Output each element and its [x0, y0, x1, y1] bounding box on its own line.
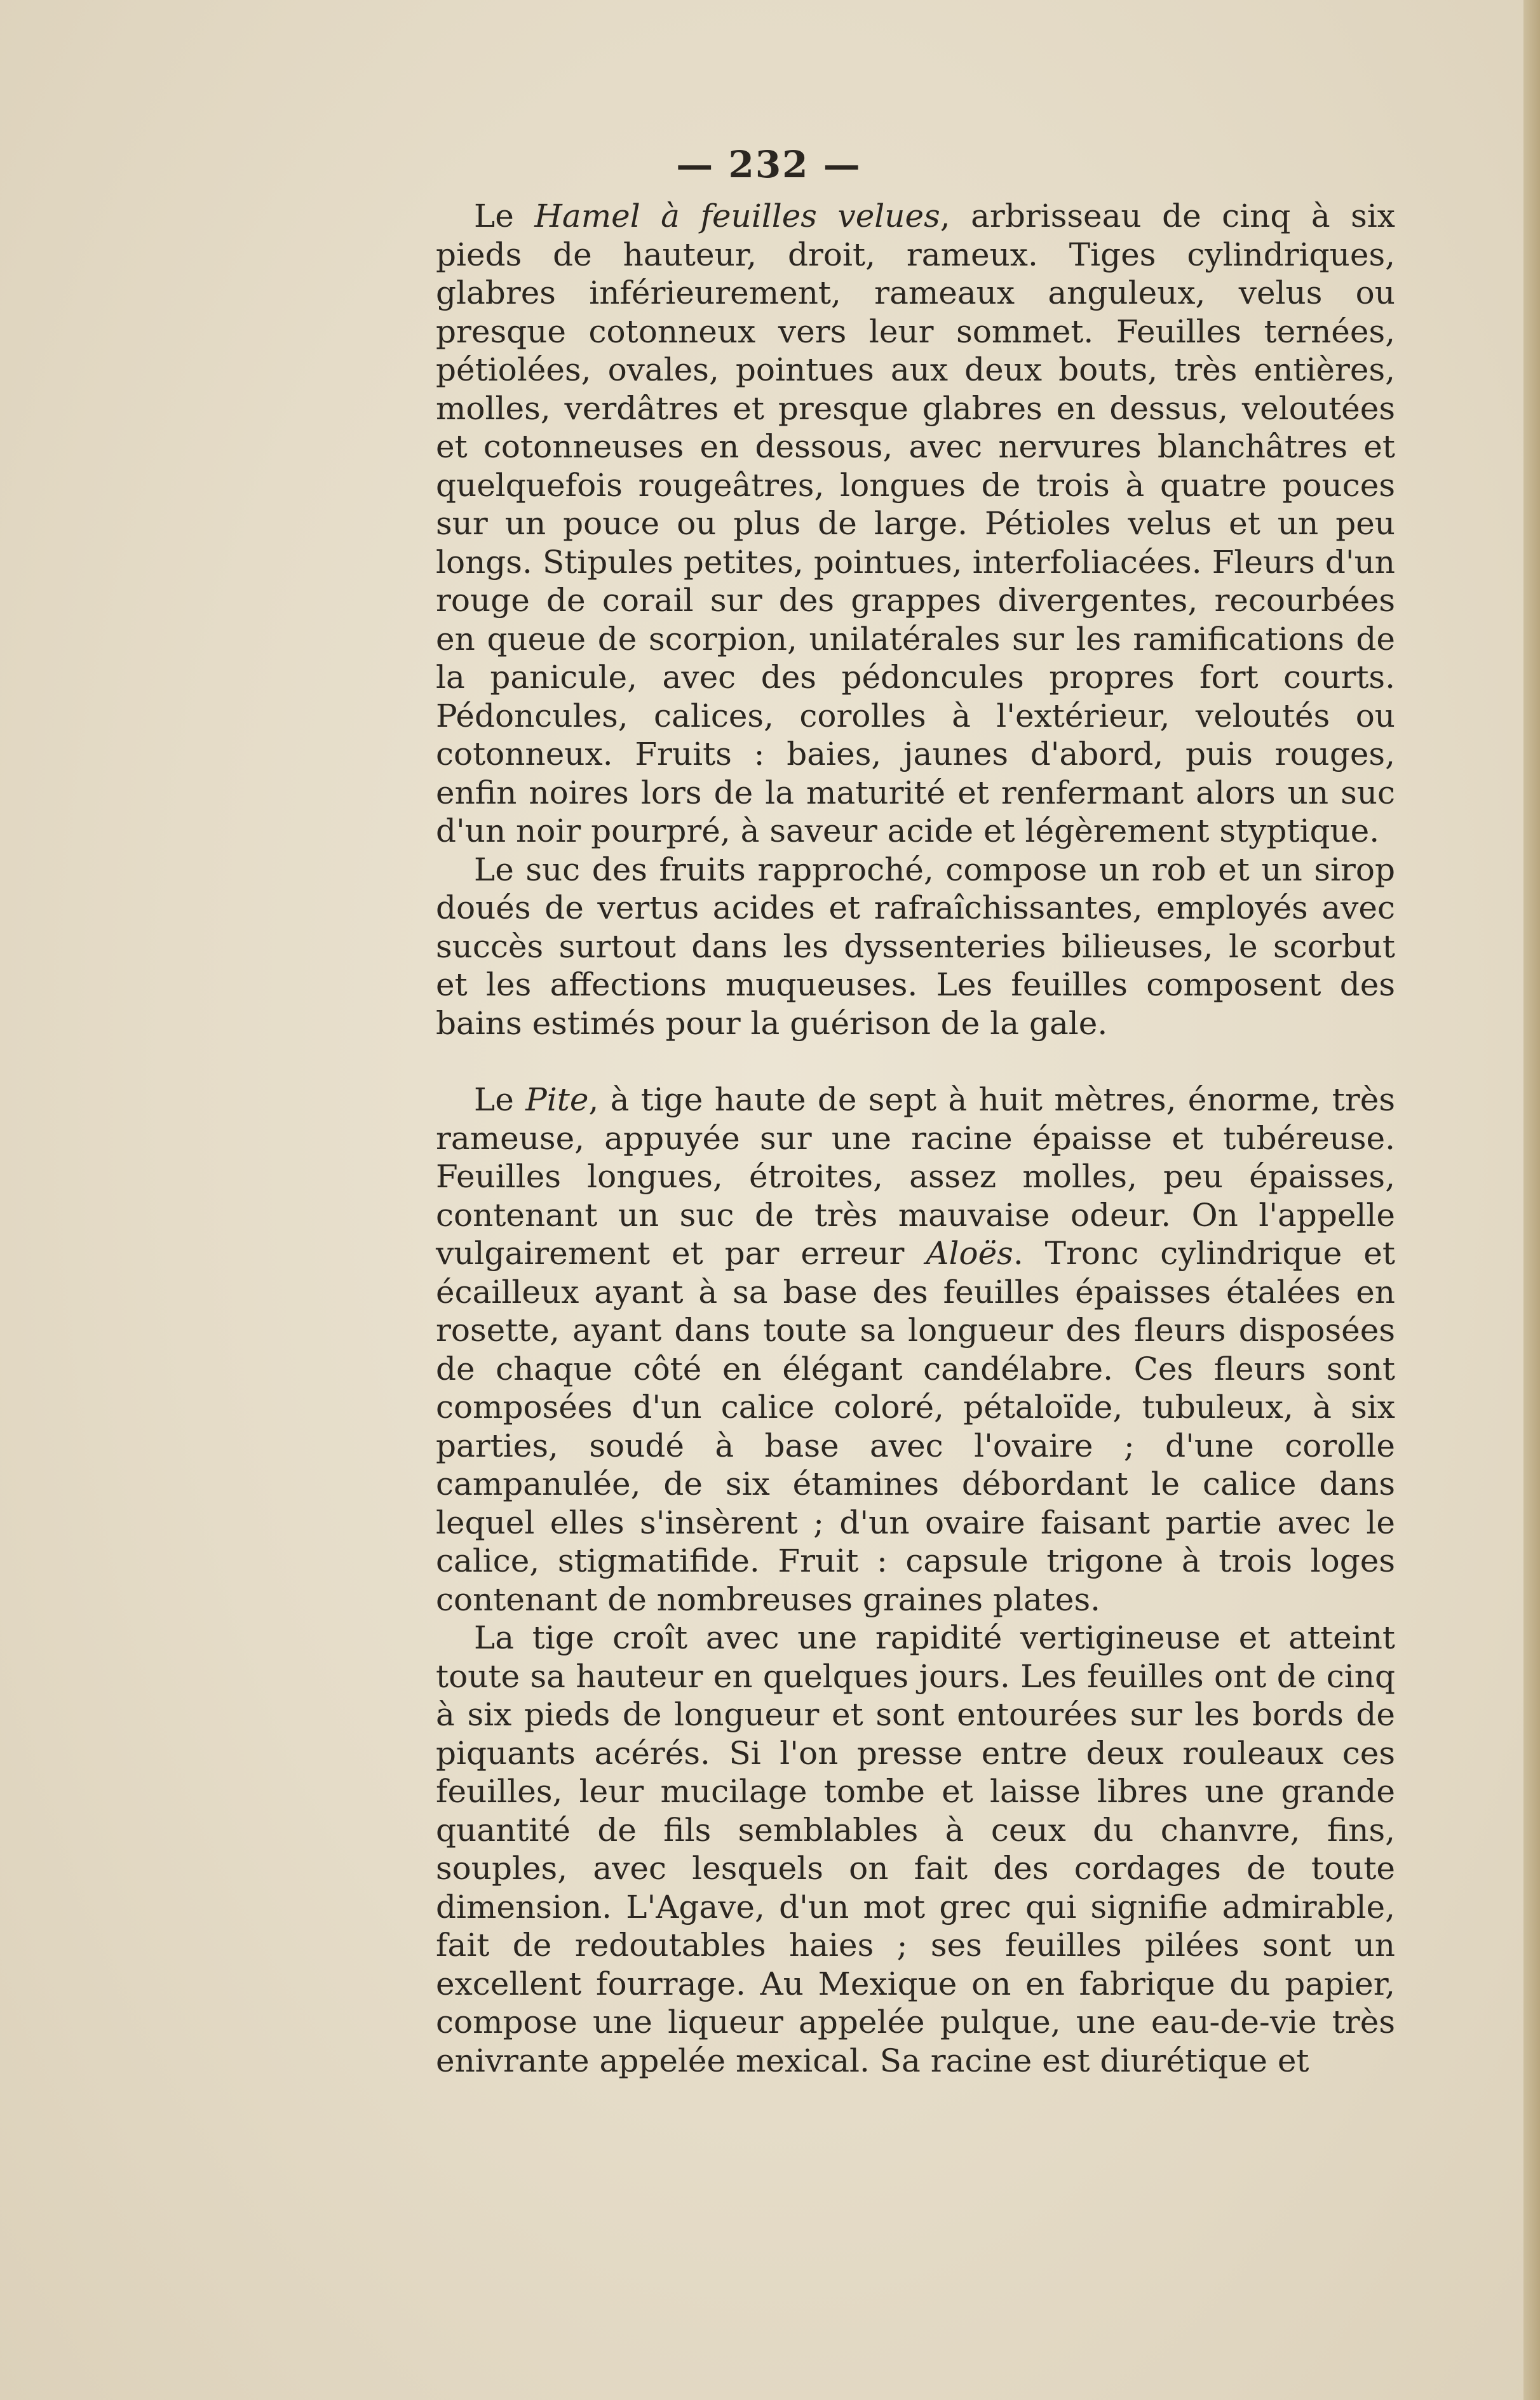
- paragraph-hamel-before: Le: [474, 198, 535, 234]
- page-edge-shadow: [1523, 0, 1540, 2400]
- plant-name-hamel: Hamel à feuilles velues: [534, 198, 940, 234]
- plant-name-aloes: Aloës: [926, 1235, 1013, 1272]
- paragraph-pite-uses: La tige croît avec une rapidité vertigineuse et atteint toute sa hauteur en quelques jours. Les feuilles ont de cinq à six pieds de longueur et sont entourées sur les bords de piquants acérés. Si l'on presse entre deux rouleaux ces feuilles, leur mucilage tombe et laisse libres une grande quantité de fils semblables à ceux du chanvre, fins, souples, avec lesquels on fait des cordages de toute dimension. L'Agave, d'un mot grec qui signifie admirable, fait de redoutables haies ; ses feuilles pilées sont un excellent fourrage. Au Mexique on en fabrique du papier, compose une liqueur appelée pulque, une eau-de-vie très enivrante appelée mexical. Sa racine est diurétique et: [436, 1619, 1395, 2079]
- paragraph-pite-before: Le: [474, 1081, 526, 1118]
- paragraph-pite-after: . Tronc cylindrique et écailleux ayant à sa base des feuilles épaisses étalées en rosette, ayant dans toute sa longueur des fleurs disposées de chaque côté en élégant candélabre. Ces fleurs sont composées d'un calice coloré, pétaloïde, tubuleux, à six parties, soudé à base avec l'ovaire ; d'une corolle campanulée, de six étamines débordant le calice dans lequel elles s'insèrent ; d'un ovaire faisant partie avec le calice, stigmatifide. Fruit : capsule trigone à trois loges contenant de nombreuses graines plates.: [436, 1235, 1395, 1618]
- paragraph-pite-middle: , à tige haute de sept à huit mètres, énorme, très rameuse, appuyée sur une racine épaisse et tubéreuse. Feuilles longues, étroites, assez molles, peu épaisses, contenant un suc de très mauvaise odeur. On l'appelle vulgairement et par erreur: [436, 1081, 1395, 1272]
- paragraph-hamel: [436, 197, 1395, 851]
- body-text: [436, 197, 1395, 2080]
- paragraph-hamel-uses: Le suc des fruits rapproché, compose un rob et un sirop doués de vertus acides et rafraîchissantes, employés avec succès surtout dans les dyssenteries bilieuses, le scorbut et les affections muqueuses. Les feuilles composent des bains estimés pour la guérison de la gale.: [436, 851, 1395, 1042]
- paragraph-pite: [436, 1081, 1395, 1619]
- plant-name-pite: Pite: [525, 1081, 589, 1118]
- paragraph-hamel-after: , arbrisseau de cinq à six pieds de hauteur, droit, rameux. Tiges cylindriques, glabres inférieurement, rameaux anguleux, velus ou presque cotonneux vers leur sommet. Feuilles ternées, pétiolées, ovales, pointues aux deux bouts, très entières, molles, verdâtres et presque glabres en dessus, veloutées et cotonneuses en dessous, avec nervures blanchâtres et quelquefois rougeâtres, longues de trois à quatre pouces sur un pouce ou plus de large. Pétioles velus et un peu longs. Stipules petites, pointues, interfoliacées. Fleurs d'un rouge de corail sur des grappes divergentes, recourbées en queue de scorpion, unilatérales sur les ramifications de la panicule, avec des pédoncules propres fort courts. Pédoncules, calices, corolles à l'extérieur, veloutés ou cotonneux. Fruits : baies, jaunes d'abord, puis rouges, enfin noires lors de la maturité et renfermant alors un suc d'un noir pourpré, à saveur acide et légèrement styptique.: [436, 198, 1396, 849]
- page-number: — 232 —: [676, 143, 861, 186]
